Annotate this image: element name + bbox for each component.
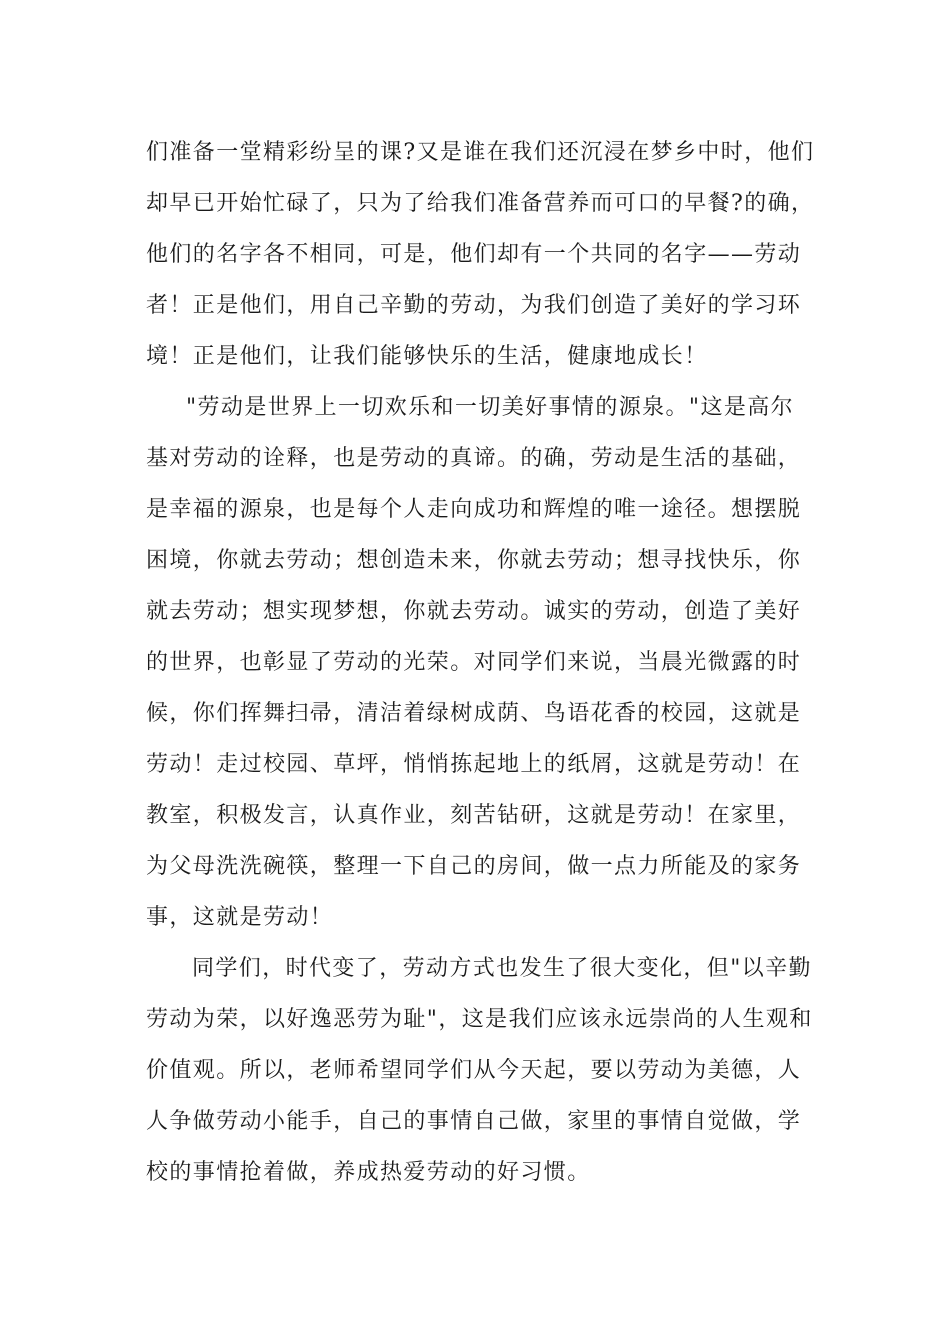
text-line: 基对劳动的诠释，也是劳动的真谛。的确，劳动是生活的基础， (146, 446, 802, 471)
text-line: 们准备一堂精彩纷呈的课?又是谁在我们还沉浸在梦乡中时，他们 (146, 140, 815, 165)
text-line: 人争做劳动小能手，自己的事情自己做，家里的事情自觉做，学 (146, 1109, 802, 1134)
text-line: 者！正是他们，用自己辛勤的劳动，为我们创造了美好的学习环 (146, 293, 802, 318)
text-line: 为父母洗洗碗筷，整理一下自己的房间，做一点力所能及的家务 (146, 854, 802, 879)
text-line: 教室，积极发言，认真作业，刻苦钻研，这就是劳动！在家里， (146, 803, 802, 828)
text-line: 劳动！走过校园、草坪，悄悄拣起地上的纸屑，这就是劳动！在 (146, 752, 802, 777)
text-line: 价值观。所以，老师希望同学们从今天起，要以劳动为美德，人 (146, 1058, 802, 1083)
text-line: 境！正是他们，让我们能够快乐的生活，健康地成长！ (146, 344, 708, 369)
text-line: 他们的名字各不相同，可是，他们却有一个共同的名字——劳动 (146, 242, 802, 267)
text-line: "劳动是世界上一切欢乐和一切美好事情的源泉。"这是高尔 (186, 395, 795, 420)
text-line: 的世界，也彰显了劳动的光荣。对同学们来说，当晨光微露的时 (146, 650, 802, 675)
text-line: 却早已开始忙碌了，只为了给我们准备营养而可口的早餐?的确， (146, 191, 815, 216)
text-line: 就去劳动；想实现梦想，你就去劳动。诚实的劳动，创造了美好 (146, 599, 802, 624)
text-line: 劳动为荣，以好逸恶劳为耻"，这是我们应该永远崇尚的人生观和 (146, 1007, 813, 1032)
text-line: 候，你们挥舞扫帚，清洁着绿树成荫、鸟语花香的校园，这就是 (146, 701, 802, 726)
text-line: 校的事情抢着做，养成热爱劳动的好习惯。 (146, 1160, 591, 1185)
text-line: 事，这就是劳动！ (146, 905, 334, 930)
text-line: 是幸福的源泉，也是每个人走向成功和辉煌的唯一途径。想摆脱 (146, 497, 802, 522)
text-line: 同学们，时代变了，劳动方式也发生了很大变化，但"以辛勤 (192, 956, 812, 981)
text-line: 困境，你就去劳动；想创造未来，你就去劳动；想寻找快乐，你 (146, 548, 802, 573)
